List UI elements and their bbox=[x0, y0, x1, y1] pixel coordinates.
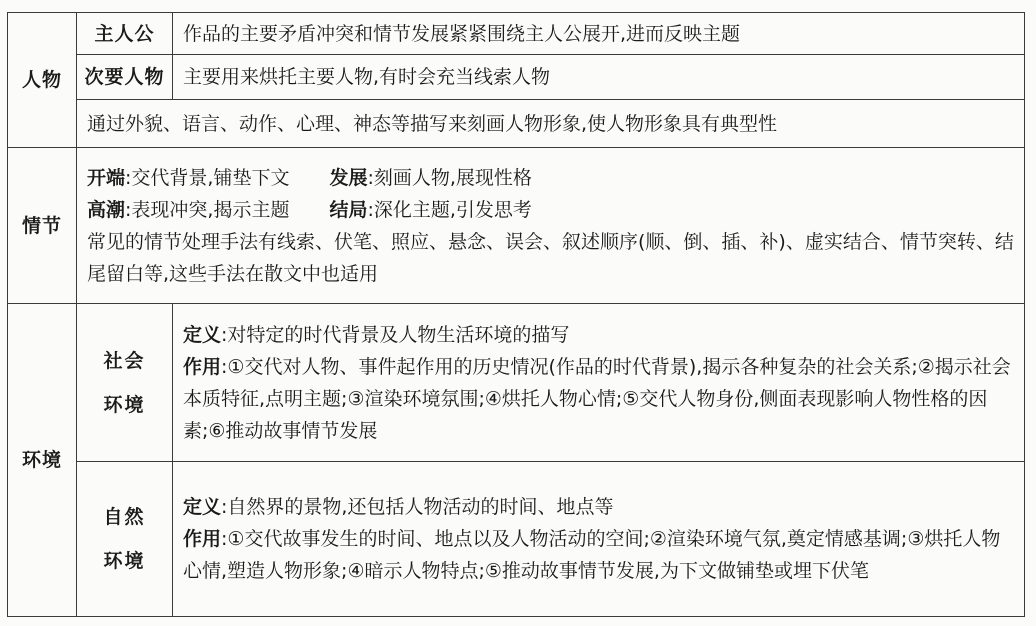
person-common-text: 通过外貌、语言、动作、心理、神态等描写来刻画人物形象,使人物形象具有典型性 bbox=[77, 100, 1025, 148]
plot-develop-term: 发展 bbox=[329, 166, 368, 189]
plot-ending-term: 结局 bbox=[329, 198, 368, 221]
plot-start-text: :交代背景,铺垫下文 bbox=[125, 166, 290, 189]
plot-start-term: 开端 bbox=[87, 166, 126, 189]
plot-ending-text: :深化主题,引发思考 bbox=[367, 198, 532, 221]
social-function: 作用:①交代对人物、事件起作用的历史情况(作品的时代背景),揭示各种复杂的社会关系;②揭示社会本质特征,点明主题;③渲染环境氛围;④烘托人物心情;⑤交代人物身份,侧面表现影响人物性格的因素;⑥推动故事情节发展 bbox=[183, 355, 1011, 442]
row-person-common bbox=[8, 100, 1025, 148]
natural-environment-label: 自然 环境 bbox=[77, 462, 173, 617]
row-social-environment bbox=[8, 304, 1025, 462]
category-environment: 环境 bbox=[8, 304, 77, 617]
plot-climax-text: :表现冲突,揭示主题 bbox=[125, 198, 290, 221]
row-main-character bbox=[8, 13, 1025, 55]
natural-environment-content bbox=[173, 462, 1025, 617]
literature-elements-table bbox=[7, 12, 1025, 617]
main-character-text: 作品的主要矛盾冲突和情节发展紧紧围绕主人公展开,进而反映主题 bbox=[173, 13, 1025, 55]
category-person: 人物 bbox=[8, 13, 77, 148]
plot-content bbox=[77, 148, 1025, 304]
plot-develop-text: :刻画人物,展现性格 bbox=[367, 166, 532, 189]
secondary-character-label: 次要人物 bbox=[77, 55, 173, 100]
social-definition: 定义:对特定的时代背景及人物生活环境的描写 bbox=[183, 323, 570, 346]
row-natural-environment bbox=[8, 462, 1025, 617]
social-environment-label: 社会 环境 bbox=[77, 304, 173, 462]
secondary-character-text: 主要用来烘托主要人物,有时会充当线索人物 bbox=[173, 55, 1025, 100]
natural-definition: 定义:自然界的景物,还包括人物活动的时间、地点等 bbox=[183, 496, 614, 518]
plot-line-2 bbox=[87, 194, 1018, 226]
natural-function: 作用:①交代故事发生的时间、地点以及人物活动的空间;②渲染环境气氛,奠定情感基调;③烘托人物心情,塑造人物形象;④暗示人物特点;⑤推动故事情节发展,为下文做铺垫或埋下伏笔 bbox=[183, 528, 1001, 582]
category-plot: 情节 bbox=[8, 148, 77, 304]
plot-climax-term: 高潮 bbox=[87, 198, 126, 221]
main-character-label: 主人公 bbox=[77, 13, 173, 55]
row-secondary-character bbox=[8, 55, 1025, 100]
row-plot bbox=[8, 148, 1025, 304]
social-environment-content bbox=[173, 304, 1025, 462]
plot-line-1 bbox=[87, 162, 1018, 194]
plot-techniques: 常见的情节处理手法有线索、伏笔、照应、悬念、误会、叙述顺序(顺、倒、插、补)、虚实结合、情节突转、结尾留白等,这些手法在散文中也适用 bbox=[87, 230, 1014, 285]
